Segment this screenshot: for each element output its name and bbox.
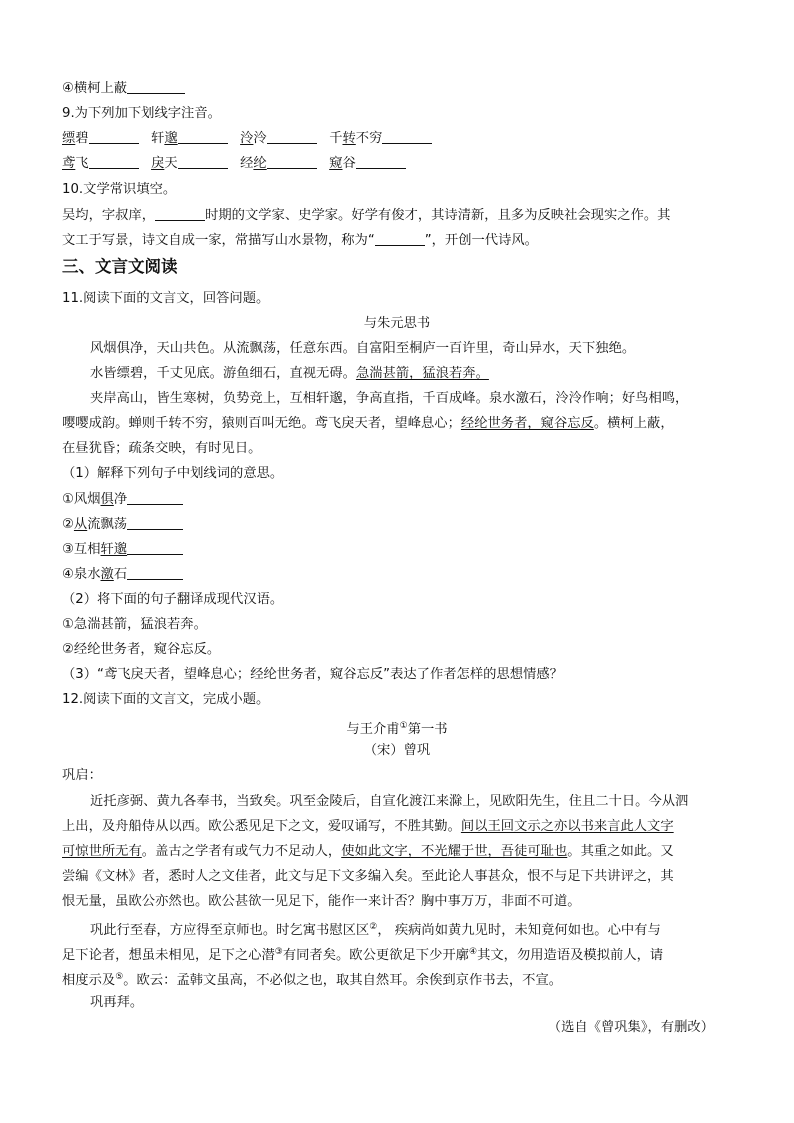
answer-blank[interactable] xyxy=(178,129,228,144)
q11-sub1-item: ④泉水激石 xyxy=(62,565,183,585)
q9-row1 xyxy=(62,129,432,149)
q12-author: （宋）曾巩 xyxy=(363,743,431,758)
answer-blank[interactable] xyxy=(127,565,183,580)
answer-blank[interactable] xyxy=(127,515,183,530)
q12-para1-line5: 恨无量，虽欧公亦然也。欧公甚欲一见足下，能作一来计否？胸中事万万，非面不可道。 xyxy=(62,894,581,909)
answer-blank[interactable] xyxy=(178,154,228,169)
q11-para2: 水皆缥碧，千丈见底。游鱼细石，直视无碍。急湍甚箭，猛浪若奔。 xyxy=(90,366,489,381)
q11-sub3: （3）“鸢飞戾天者，望峰息心；经纶世务者，窥谷忘反”表达了作者怎样的思想情感？ xyxy=(62,667,563,682)
q11-sub1: （1）解释下列句子中划线词的意思。 xyxy=(62,466,284,481)
q11-para3-line2: 嘤嘤成韵。蝉则千转不穷，猿则百叫无绝。鸢飞戾天者，望峰息心；经纶世务者，窥谷忘反。横柯上蔽， xyxy=(62,416,674,431)
q10-line2: 文工于写景，诗文自成一家，常描写山水景物，称为“ ”，开创一代诗风。 xyxy=(62,233,538,248)
q12-closing: 巩再拜。 xyxy=(90,995,144,1010)
q9-word: 千转不穷 xyxy=(329,131,383,146)
q11-sub1-item: ①风烟俱净 xyxy=(62,490,183,510)
q12-para2-line2: 足下论者，想虽未相见，足下之心潜③有同者矣。欧公更欲足下少开廓④其文，勿用造语及模拟前人，请 xyxy=(62,947,664,963)
q11-sub1-item: ③互相轩邈 xyxy=(62,540,183,560)
answer-blank[interactable] xyxy=(127,79,185,94)
answer-blank[interactable] xyxy=(89,129,139,144)
q12-para1-line4: 尝编《文林》者，悉时人之文佳者，此文与足下文多编入矣。至此论人事甚众，恨不与足下共讲评之，其 xyxy=(62,869,674,884)
item-4-label: ④横柯上蔽 xyxy=(62,81,128,96)
q9-row2 xyxy=(62,154,406,174)
answer-blank[interactable] xyxy=(356,154,406,169)
q9-word: 缥碧 xyxy=(62,131,89,146)
answer-blank[interactable] xyxy=(89,154,139,169)
q9-word: 窥谷 xyxy=(329,156,356,171)
answer-blank[interactable] xyxy=(267,129,317,144)
q9-word: 鸢飞 xyxy=(62,156,89,171)
q12-passage-title: 与王介甫①第一书 xyxy=(346,721,448,737)
q11-sub2-item: ②经纶世务者，窥谷忘反。 xyxy=(62,642,221,657)
q11-title: 11.阅读下面的文言文，回答问题。 xyxy=(62,291,270,306)
q11-para3-line1: 夹岸高山，皆生寒树，负势竞上，互相轩邈，争高直指，千百成峰。泉水激石，泠泠作响；好鸟相鸣， xyxy=(90,391,689,406)
answer-blank[interactable] xyxy=(127,540,183,555)
q12-title: 12.阅读下面的文言文，完成小题。 xyxy=(62,692,270,707)
q12-para2-line1: 巩此行至春，方应得至京师也。时乞寓书慰区区②， 疾病尚如黄九见时，未知竟何如也。心中有与 xyxy=(90,922,661,938)
q12-para2-line3: 相度示及⑤。欧云：孟韩文虽高，不必似之也，取其自然耳。余俟到京作书去，不宣。 xyxy=(62,972,563,988)
q10-line1: 吴均，字叔庠， 时期的文学家、史学家。好学有俊才，其诗清新，且多为反映社会现实之作。其 xyxy=(62,208,671,223)
answer-blank[interactable] xyxy=(267,154,317,169)
q9-word: 轩邈 xyxy=(151,131,178,146)
q11-passage-title: 与朱元思书 xyxy=(363,316,431,331)
q11-sub1-item: ②从流飘荡 xyxy=(62,515,183,535)
answer-blank[interactable] xyxy=(127,490,183,505)
q11-sub2-item: ①急湍甚箭，猛浪若奔。 xyxy=(62,617,207,632)
answer-blank[interactable] xyxy=(375,231,425,246)
q11-sub2: （2）将下面的句子翻译成现代汉语。 xyxy=(62,592,284,607)
q9-word: 经纶 xyxy=(240,156,267,171)
q11-para3-line3: 在昼犹昏；疏条交映，有时见日。 xyxy=(62,441,262,456)
q12-para1-line2: 上出，及舟船侍从以西。欧公悉见足下之文，爱叹诵写，不胜其勤。间以王回文示之亦以书来言此人文字 xyxy=(62,819,674,834)
q10-title: 10.文学常识填空。 xyxy=(62,182,177,197)
section-3-heading: 三、文言文阅读 xyxy=(62,257,178,276)
answer-blank[interactable] xyxy=(382,129,432,144)
q12-greeting: 巩启： xyxy=(62,768,102,783)
q11-para1: 风烟俱净，天山共色。从流飘荡，任意东西。自富阳至桐庐一百许里，奇山异水，天下独绝。 xyxy=(90,341,636,356)
q9-title: 9.为下列加下划线字注音。 xyxy=(62,106,221,121)
q12-para1-line1: 近托彦弼、黄九各奉书，当致矣。巩至金陵后，自宣化渡江来滁上，见欧阳先生，住且二十日。今从泗 xyxy=(90,794,689,809)
q12-source: （选自《曾巩集》，有删改） xyxy=(547,1020,714,1035)
q9-word: 泠泠 xyxy=(240,131,267,146)
answer-blank[interactable] xyxy=(155,206,205,221)
q12-para1-line3: 可惊世所无有。盖古之学者有或气力不足动人，使如此文字，不光耀于世，吾徒可耻也。其重之如此。又 xyxy=(62,844,674,859)
item-4-line xyxy=(62,79,185,99)
q9-word: 戾天 xyxy=(151,156,178,171)
